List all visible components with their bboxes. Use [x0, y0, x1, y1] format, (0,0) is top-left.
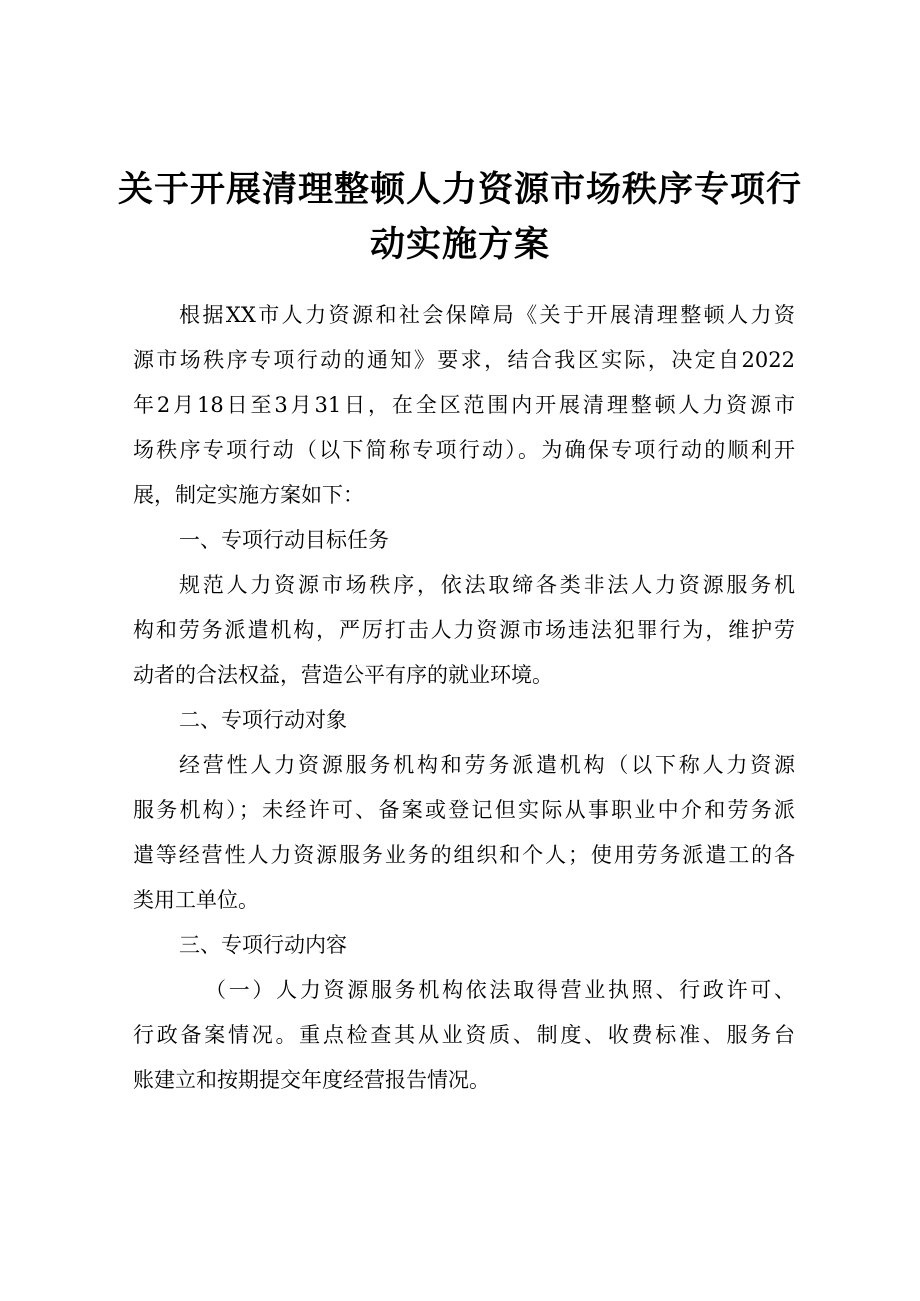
document-body [133, 293, 795, 1103]
document-title-line-2: 动实施方案 [369, 225, 550, 265]
paragraph-line: 动者的合法权益，营造公平有序的就业环境。 [133, 663, 553, 687]
paragraph-line: 行政备案情况。重点检查其从业资质、制度、收费标准、服务台 [133, 1023, 795, 1047]
paragraph-line: 展，制定实施方案如下： [133, 483, 364, 507]
paragraph-line: 年2月18日至3月31日，在全区范围内开展清理整顿人力资源市 [133, 393, 795, 417]
section-heading-2 [133, 698, 795, 743]
paragraph-line: 账建立和按期提交年度经营报告情况。 [133, 1068, 490, 1092]
paragraph-targets [133, 743, 795, 923]
paragraph-line: （一）人力资源服务机构依法取得营业执照、行政许可、 [205, 978, 795, 1002]
paragraph-line: 遣等经营性人力资源服务业务的组织和个人；使用劳务派遣工的各 [133, 843, 795, 867]
section-heading-3 [133, 923, 795, 968]
paragraph-goals [133, 563, 795, 698]
paragraph-line: 规范人力资源市场秩序，依法取缔各类非法人力资源服务机 [179, 573, 795, 597]
paragraph-line: 源市场秩序专项行动的通知》要求，结合我区实际，决定自2022 [133, 348, 795, 372]
document-title-line-1: 关于开展清理整顿人力资源市场秩序专项行 [117, 170, 802, 210]
section-heading-text: 二、专项行动对象 [179, 708, 347, 732]
paragraph-line: 场秩序专项行动（以下简称专项行动）。为确保专项行动的顺利开 [133, 438, 795, 462]
paragraph-intro [133, 293, 795, 518]
paragraph-line: 构和劳务派遣机构，严厉打击人力资源市场违法犯罪行为，维护劳 [133, 618, 795, 642]
section-heading-text: 三、专项行动内容 [179, 933, 347, 957]
paragraph-line: 经营性人力资源服务机构和劳务派遣机构（以下称人力资源 [179, 753, 795, 777]
section-heading-1 [133, 518, 795, 563]
section-heading-text: 一、专项行动目标任务 [179, 528, 389, 552]
paragraph-line: 根据XX市人力资源和社会保障局《关于开展清理整顿人力资 [179, 303, 795, 327]
paragraph-line: 服务机构）；未经许可、备案或登记但实际从事职业中介和劳务派 [133, 798, 795, 822]
paragraph-content-item-1 [133, 968, 795, 1103]
paragraph-line: 类用工单位。 [133, 888, 259, 912]
